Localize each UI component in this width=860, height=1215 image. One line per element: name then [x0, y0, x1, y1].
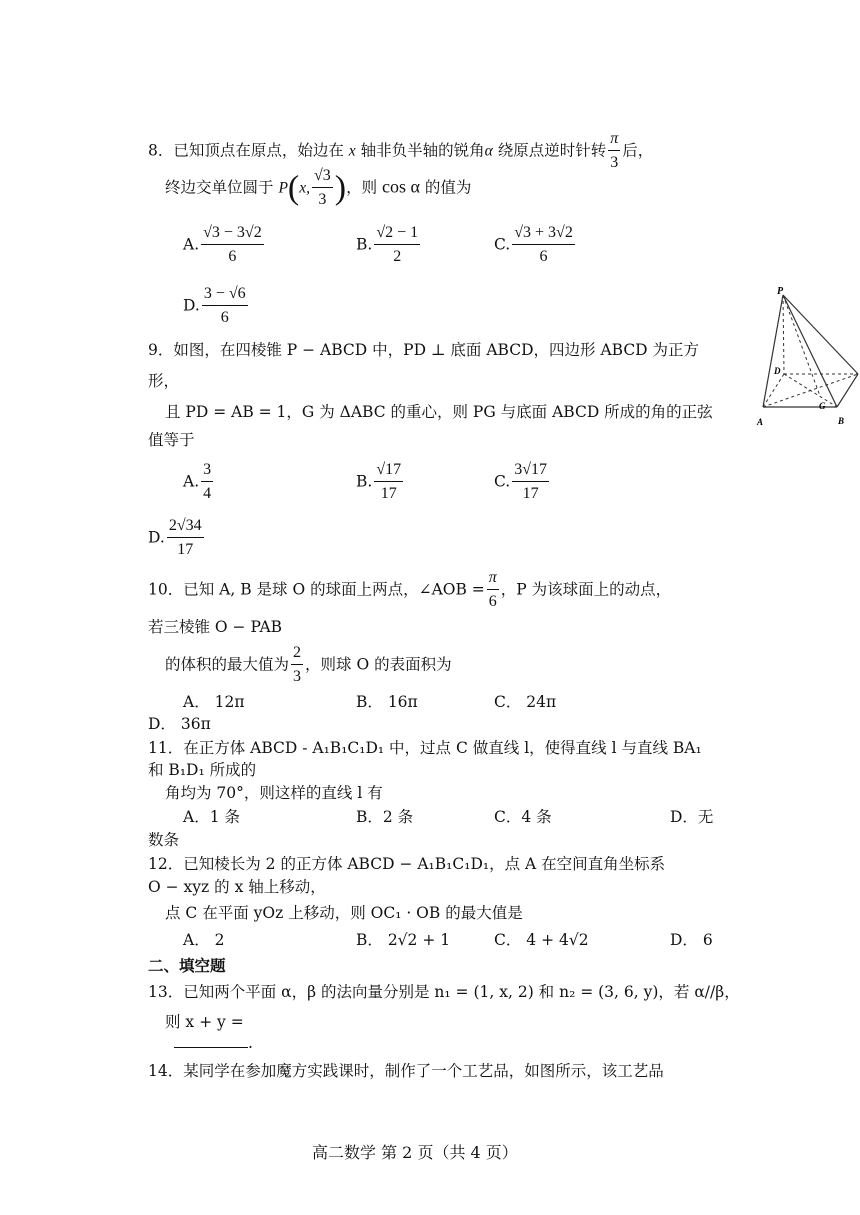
q9-option-a — [183, 459, 215, 506]
pyramid-figure — [752, 282, 860, 432]
q12-line3: 点 C 在平面 yOz 上移动，则 OC₁ · OB 的最大值是 — [165, 904, 523, 922]
q12-line2: O − xyz 的 x 轴上移动， — [148, 878, 326, 896]
q13-answer-blank — [174, 1033, 253, 1052]
q10-option-a: A． 12π — [183, 693, 245, 711]
q11-option-a: A．1 条 — [183, 808, 240, 826]
option-label: D. — [183, 296, 200, 315]
section-title: 二、填空题 — [148, 956, 226, 975]
q10-line1 — [148, 567, 671, 614]
q12-option-d: D． 6 — [670, 931, 713, 949]
q13-line2: 则 x + y = — [165, 1013, 244, 1031]
frac-den: 17 — [177, 541, 194, 558]
frac-den: 6 — [488, 593, 497, 610]
frac-num: √17 — [374, 459, 403, 482]
q13-line1: 13．已知两个平面 α，β 的法向量分别是 n₁ = (1, x, 2) 和 n₂ = (3, 6, y)，若 α//β， — [148, 983, 740, 1001]
q8-text: 的值为 — [419, 178, 472, 197]
q8-x: x, — [299, 179, 310, 197]
frac-num: √3 − 3√2 — [201, 222, 264, 245]
frac-num: √3 + 3√2 — [512, 222, 575, 245]
edge-PC — [783, 295, 858, 374]
frac-num: 3 — [201, 459, 213, 482]
frac-den: 6 — [220, 309, 229, 326]
frac-num: 3√17 — [512, 459, 549, 482]
page-footer: 高二数学 第 2 页（共 4 页） — [312, 1143, 518, 1162]
q12-line1: 12．已知棱长为 2 的正方体 ABCD − A₁B₁C₁D₁，点 A 在空间直角坐标系 — [148, 855, 666, 873]
frac-den: 6 — [539, 248, 548, 265]
q11-line3: 角均为 70°，则这样的直线 l 有 — [165, 784, 383, 802]
frac-num: 2 — [291, 642, 303, 665]
q10-frac-pi6 — [487, 567, 499, 614]
frac — [201, 222, 264, 269]
frac-num: √3 — [312, 165, 333, 188]
q8-text: 8．已知顶点在原点，始边在 — [148, 141, 349, 160]
q10-text: 10．已知 A, B 是球 O 的球面上两点，∠AOB = — [148, 580, 485, 599]
q9-line4: 值等于 — [148, 431, 195, 449]
frac-den: 17 — [522, 485, 539, 502]
q9-line1: 9．如图，在四棱锥 P − ABCD 中，PD ⊥ 底面 ABCD，四边形 ABCD 为正方 — [148, 341, 700, 359]
q8-text: 终边交单位圆于 — [165, 178, 279, 197]
q12-option-a: A． 2 — [183, 931, 225, 949]
q8-point-P: P — [278, 179, 288, 197]
q10-frac-23 — [291, 642, 303, 689]
q8-text: ，则 — [346, 178, 383, 197]
q8-option-a — [183, 222, 266, 269]
blank-line — [174, 1033, 248, 1048]
q10-text: 的体积的最大值为 — [165, 655, 290, 674]
frac-den: 3 — [293, 668, 302, 685]
frac — [202, 283, 248, 330]
q9-line3: 且 PD = AB = 1，G 为 ΔABC 的重心，则 PG 与底面 ABCD 所成的角的正弦 — [165, 403, 713, 421]
q8-cos: cos α — [382, 176, 420, 197]
q9-option-c — [494, 459, 551, 506]
frac-den: 6 — [228, 248, 237, 265]
label-B: B — [838, 416, 845, 426]
option-label: C. — [494, 472, 511, 491]
q8-text: 轴非负半轴的锐角 — [355, 141, 485, 160]
frac-den: 3 — [318, 191, 327, 208]
option-label: B. — [356, 235, 373, 254]
frac-den: 2 — [393, 248, 402, 265]
option-label: D. — [148, 528, 165, 547]
label-D: D — [774, 366, 781, 376]
q8-frac-sqrt3 — [312, 165, 333, 212]
q11-option-b: B．2 条 — [356, 808, 414, 826]
q11-line5: 数条 — [148, 831, 180, 849]
frac-den: 4 — [203, 485, 212, 502]
q8-line2 — [165, 165, 471, 212]
q8-frac-pi3 — [608, 128, 620, 175]
q12-option-c: C． 4 + 4√2 — [494, 931, 589, 949]
q10-text: ，则球 O 的表面积为 — [305, 655, 452, 674]
q8-paren-right: ) — [334, 169, 347, 207]
frac — [374, 222, 420, 269]
q11-option-c: C．4 条 — [494, 808, 552, 826]
frac — [167, 515, 204, 562]
frac-num: √2 − 1 — [374, 222, 420, 245]
frac — [512, 459, 549, 506]
q10-option-c: C． 24π — [494, 693, 557, 711]
q8-alpha: α — [484, 142, 493, 160]
option-label: B. — [356, 472, 373, 491]
q11-line2: 和 B₁D₁ 所成的 — [148, 761, 257, 779]
q9-option-b — [356, 459, 405, 506]
q10-option-b: B． 16π — [356, 693, 418, 711]
frac-num: π — [487, 567, 499, 590]
q12-option-b: B． 2√2 + 1 — [356, 931, 451, 949]
frac-den: 3 — [610, 154, 619, 171]
q11-option-d: D．无 — [670, 808, 714, 826]
q8-paren-left: ( — [287, 169, 300, 207]
option-label: A. — [183, 235, 200, 254]
label-P: P — [777, 286, 784, 297]
frac-num: 2√34 — [167, 515, 204, 538]
edge-BC — [837, 374, 858, 407]
q10-text: ，P 为该球面上的动点， — [500, 580, 672, 599]
q10-line3 — [165, 642, 452, 689]
q8-option-d — [183, 283, 250, 330]
frac — [201, 459, 213, 506]
q10-line2: 若三棱锥 O − PAB — [148, 618, 283, 636]
q9-option-d — [148, 515, 206, 562]
q8-text: 后， — [622, 141, 654, 160]
q14-line1: 14．某同学在参加魔方实践课时，制作了一个工艺品，如图所示，该工艺品 — [148, 1062, 664, 1080]
label-A: A — [757, 417, 764, 427]
q8-var-x: x — [348, 142, 356, 160]
option-label: C. — [494, 235, 511, 254]
option-label: A. — [183, 472, 200, 491]
q8-option-b — [356, 222, 422, 269]
label-G: G — [819, 401, 826, 411]
q8-text: 绕原点逆时针转 — [492, 141, 607, 160]
frac — [374, 459, 403, 506]
q9-line2: 形， — [148, 372, 180, 390]
edge-PD — [783, 295, 784, 374]
frac — [512, 222, 575, 269]
edge-PA — [763, 295, 783, 407]
frac-num: 3 − √6 — [202, 283, 248, 306]
frac-num: π — [608, 128, 620, 151]
seg-PG — [783, 295, 820, 396]
period: . — [248, 1034, 253, 1052]
q8-option-c — [494, 222, 577, 269]
frac-den: 17 — [380, 485, 397, 502]
q11-line1: 11．在正方体 ABCD - A₁B₁C₁D₁ 中，过点 C 做直线 l，使得直线 l 与直线 BA₁ — [148, 739, 702, 757]
q10-option-d: D． 36π — [148, 715, 211, 733]
